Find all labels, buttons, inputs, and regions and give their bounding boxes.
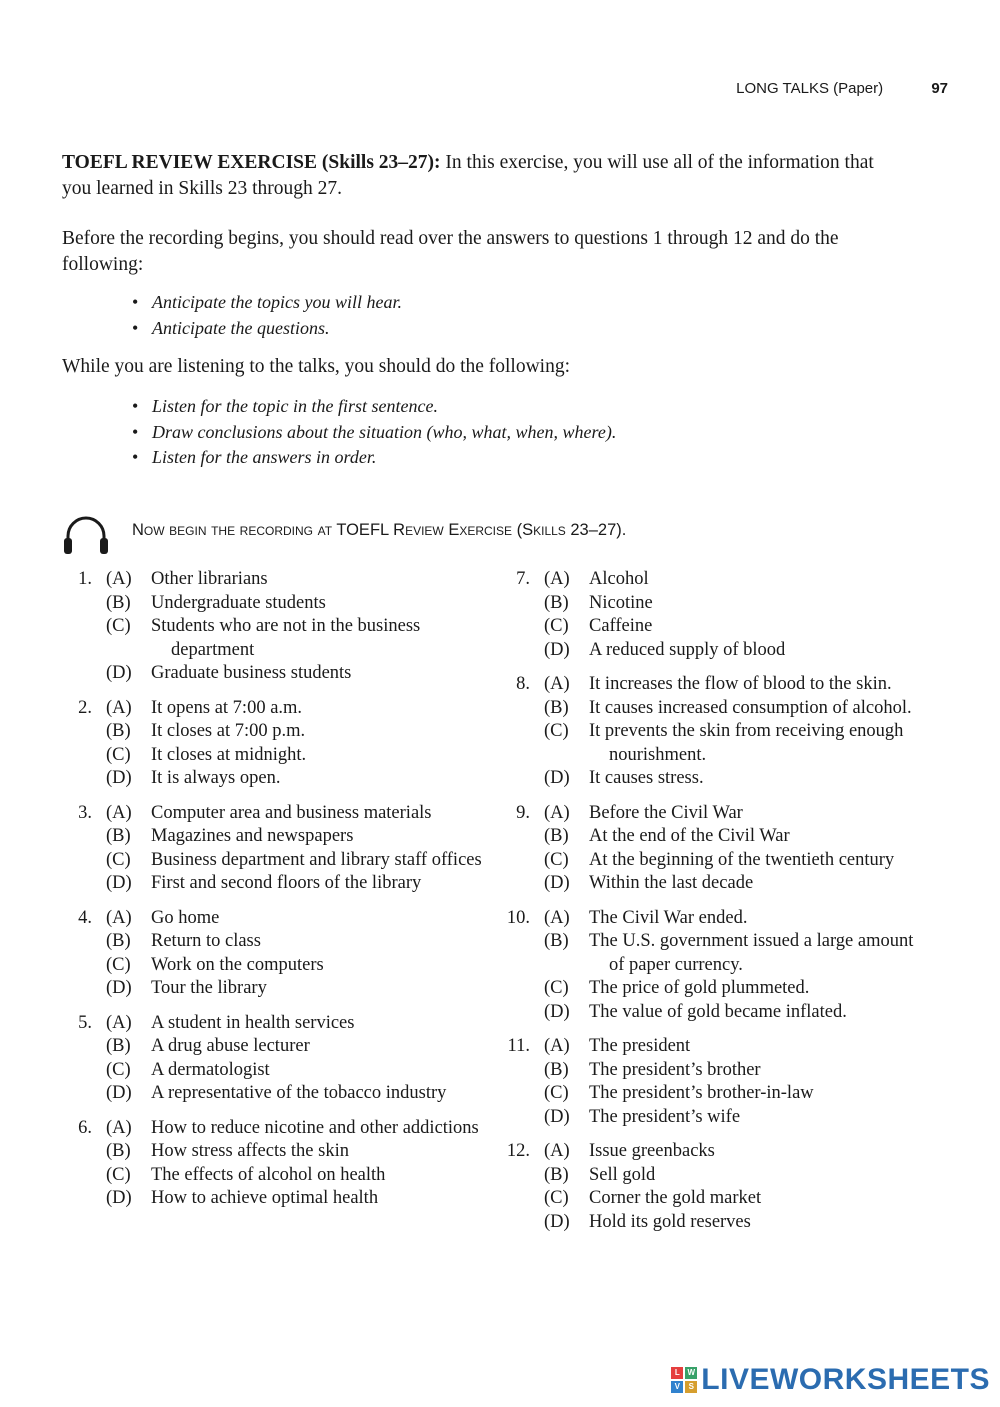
- option-letter: (B): [106, 931, 131, 951]
- answer-option[interactable]: [62, 592, 482, 616]
- option-text: It closes at midnight.: [151, 744, 307, 765]
- logo-tile: L: [671, 1367, 683, 1379]
- answer-option[interactable]: [62, 720, 482, 744]
- option-letter: (B): [106, 592, 131, 613]
- option-text: Undergraduate students: [151, 592, 326, 613]
- answer-option[interactable]: [500, 977, 920, 1001]
- option-text: Business department and library staff offices: [151, 849, 482, 870]
- option-text: How stress affects the skin: [151, 1141, 349, 1161]
- option-letter: (B): [106, 1141, 131, 1161]
- option-text: The U.S. government issued a large amount of paper currency.: [589, 931, 914, 975]
- option-letter: (D): [106, 978, 132, 998]
- answer-option[interactable]: [62, 1012, 482, 1036]
- answer-option[interactable]: [500, 1164, 920, 1188]
- option-text: Alcohol: [589, 569, 649, 589]
- bullet-item: • Anticipate the questions.: [132, 316, 402, 342]
- option-text: The price of gold plummeted.: [589, 978, 810, 998]
- option-letter: (B): [544, 1059, 569, 1080]
- bullet-item: • Anticipate the topics you will hear.: [132, 290, 402, 316]
- answer-option[interactable]: [62, 1117, 482, 1141]
- answer-option[interactable]: [62, 1082, 482, 1106]
- option-text: At the beginning of the twentieth century: [589, 849, 895, 870]
- option-text: It opens at 7:00 a.m.: [151, 697, 303, 718]
- option-text: Sell gold: [589, 1164, 656, 1185]
- answer-option[interactable]: [500, 1082, 920, 1106]
- option-text: Issue greenbacks: [589, 1141, 715, 1161]
- option-letter: (C): [544, 978, 569, 998]
- running-header: [736, 80, 948, 97]
- bullet-item: • Listen for the topic in the first sentence.: [132, 394, 616, 420]
- option-letter: (C): [544, 849, 569, 870]
- option-text: Students who are not in the business department: [151, 616, 421, 660]
- option-text: Nicotine: [589, 592, 653, 613]
- question-8: [500, 673, 920, 791]
- option-text: The president: [589, 1036, 691, 1056]
- answer-option[interactable]: [62, 662, 482, 686]
- intro-paragraph: [62, 150, 904, 202]
- option-letter: (A): [544, 1141, 570, 1161]
- question-3: [62, 802, 482, 896]
- answer-option[interactable]: [500, 825, 920, 849]
- answer-option[interactable]: [500, 1140, 920, 1164]
- question-number: 4.: [78, 907, 92, 928]
- option-letter: (C): [106, 849, 131, 870]
- question-number: 3.: [78, 802, 92, 823]
- option-letter: (C): [544, 721, 569, 741]
- option-letter: (A): [106, 569, 132, 589]
- option-text: It causes increased consumption of alcohol.: [589, 697, 912, 718]
- option-text: First and second floors of the library: [151, 873, 422, 893]
- before-paragraph: Before the recording begins, you should read over the answers to questions 1 through 12 and do the following:: [62, 228, 839, 275]
- answer-option[interactable]: [500, 1211, 920, 1235]
- option-text: The effects of alcohol on health: [151, 1164, 386, 1185]
- logo-mark-icon: [671, 1367, 697, 1393]
- answer-option[interactable]: [62, 1035, 482, 1059]
- option-letter: (D): [544, 1106, 570, 1127]
- answer-option[interactable]: [62, 977, 482, 1001]
- option-letter: (D): [106, 663, 132, 683]
- option-text: The Civil War ended.: [589, 907, 748, 928]
- answer-option[interactable]: [500, 615, 920, 639]
- answer-option[interactable]: [500, 673, 920, 697]
- answer-option[interactable]: [500, 907, 920, 931]
- option-text: It closes at 7:00 p.m.: [151, 721, 306, 741]
- logo-tile: V: [671, 1381, 683, 1393]
- question-number: 8.: [516, 674, 530, 694]
- question-number: 12.: [506, 1141, 530, 1161]
- intro-text: In this exercise, you will use all of the information that you learned in Skills 23 through 27.: [62, 152, 874, 199]
- question-5: [62, 1012, 482, 1106]
- option-letter: (A): [544, 1036, 570, 1056]
- option-text: The president’s wife: [589, 1106, 741, 1127]
- question-number: 6.: [78, 1117, 92, 1138]
- question-1: [62, 568, 482, 686]
- answer-option[interactable]: [500, 1035, 920, 1059]
- answer-option[interactable]: [62, 767, 482, 791]
- option-text: A drug abuse lecturer: [151, 1036, 310, 1056]
- option-letter: (B): [544, 1164, 569, 1185]
- answer-option[interactable]: [62, 872, 482, 896]
- option-letter: (B): [544, 931, 569, 951]
- answer-option[interactable]: [62, 697, 482, 721]
- question-9: [500, 802, 920, 896]
- recording-instruction: Now begin the recording at TOEFL Review Exercise (Skills 23–27).: [132, 521, 627, 539]
- logo-tile: W: [685, 1367, 697, 1379]
- headphones-icon: [62, 512, 110, 556]
- answer-option[interactable]: [500, 930, 920, 977]
- option-letter: (C): [544, 1083, 569, 1103]
- answer-option[interactable]: [62, 849, 482, 873]
- option-letter: (A): [544, 907, 570, 928]
- option-text: Go home: [151, 907, 220, 928]
- answer-option[interactable]: [500, 767, 920, 791]
- option-text: How to reduce nicotine and other addictions: [151, 1117, 479, 1138]
- bullet-item: • Draw conclusions about the situation (who, what, when, where).: [132, 420, 616, 446]
- option-text: The president’s brother-in-law: [589, 1083, 814, 1103]
- option-letter: (D): [544, 768, 570, 788]
- answer-option[interactable]: [500, 802, 920, 826]
- exercise-title: TOEFL REVIEW EXERCISE (Skills 23–27):: [62, 152, 441, 173]
- answer-option[interactable]: [500, 592, 920, 616]
- option-letter: (B): [544, 697, 569, 718]
- option-letter: (B): [544, 826, 569, 846]
- question-number: 7.: [516, 569, 530, 589]
- option-letter: (C): [106, 954, 131, 975]
- answer-option[interactable]: [500, 639, 920, 663]
- answer-option[interactable]: [62, 744, 482, 768]
- questions-left-column: [62, 568, 482, 1222]
- answer-option[interactable]: [62, 1140, 482, 1164]
- answer-option[interactable]: [62, 568, 482, 592]
- questions-right-column: [500, 568, 920, 1245]
- answer-option[interactable]: [500, 720, 920, 767]
- option-letter: (C): [544, 616, 569, 636]
- option-text: Return to class: [151, 931, 261, 951]
- option-letter: (D): [106, 873, 132, 893]
- liveworksheets-logo: [671, 1363, 990, 1397]
- option-text: A representative of the tobacco industry: [151, 1083, 447, 1103]
- option-letter: (D): [106, 1083, 132, 1103]
- option-text: Magazines and newspapers: [151, 826, 354, 846]
- option-text: A dermatologist: [151, 1059, 270, 1080]
- option-text: Caffeine: [589, 616, 653, 636]
- option-letter: (A): [544, 569, 570, 589]
- brand-name: LIVEWORKSHEETS: [701, 1363, 990, 1396]
- question-6: [62, 1117, 482, 1211]
- option-text: Computer area and business materials: [151, 802, 432, 823]
- answer-option[interactable]: [500, 1106, 920, 1130]
- answer-option[interactable]: [62, 615, 482, 662]
- while-bullet-list: [132, 394, 616, 471]
- option-letter: (B): [106, 1036, 131, 1056]
- answer-option[interactable]: [500, 872, 920, 896]
- answer-option[interactable]: [62, 954, 482, 978]
- option-text: The value of gold became inflated.: [589, 1001, 847, 1022]
- option-letter: (A): [106, 1117, 132, 1138]
- option-letter: (D): [544, 1211, 570, 1232]
- option-letter: (C): [106, 1059, 131, 1080]
- option-text: The president’s brother: [589, 1059, 761, 1080]
- question-11: [500, 1035, 920, 1129]
- question-12: [500, 1140, 920, 1234]
- answer-option[interactable]: [62, 802, 482, 826]
- question-number: 5.: [78, 1012, 92, 1033]
- option-text: How to achieve optimal health: [151, 1188, 379, 1208]
- question-7: [500, 568, 920, 662]
- answer-option[interactable]: [62, 930, 482, 954]
- option-letter: (A): [106, 907, 132, 928]
- option-letter: (C): [106, 616, 131, 636]
- option-letter: (C): [544, 1188, 569, 1208]
- option-letter: (A): [544, 802, 570, 823]
- option-letter: (D): [106, 1188, 132, 1208]
- question-number: 9.: [516, 802, 530, 823]
- answer-option[interactable]: [500, 1187, 920, 1211]
- option-letter: (A): [106, 697, 132, 718]
- option-letter: (B): [106, 826, 131, 846]
- option-text: Work on the computers: [151, 954, 324, 975]
- question-number: 2.: [78, 697, 92, 718]
- question-10: [500, 907, 920, 1025]
- answer-option[interactable]: [500, 697, 920, 721]
- answer-option[interactable]: [62, 1164, 482, 1188]
- option-text: It prevents the skin from receiving enough nourishment.: [589, 721, 904, 765]
- answer-option[interactable]: [62, 1187, 482, 1211]
- option-letter: (D): [544, 873, 570, 893]
- option-letter: (B): [106, 721, 131, 741]
- option-text: Within the last decade: [589, 873, 754, 893]
- question-2: [62, 697, 482, 791]
- option-letter: (A): [106, 802, 132, 823]
- answer-option[interactable]: [500, 849, 920, 873]
- while-paragraph: While you are listening to the talks, you should do the following:: [62, 356, 571, 377]
- option-letter: (A): [106, 1012, 132, 1033]
- option-text: It increases the flow of blood to the skin.: [589, 674, 892, 694]
- option-letter: (B): [544, 592, 569, 613]
- logo-tile: S: [685, 1381, 697, 1393]
- question-number: 10.: [506, 907, 530, 928]
- option-letter: (D): [106, 768, 132, 788]
- answer-option[interactable]: [62, 907, 482, 931]
- answer-option[interactable]: [500, 568, 920, 592]
- option-text: Before the Civil War: [589, 802, 743, 823]
- before-bullet-list: [132, 290, 402, 341]
- option-text: Hold its gold reserves: [589, 1211, 751, 1232]
- option-text: Corner the gold market: [589, 1188, 762, 1208]
- answer-option[interactable]: [500, 1059, 920, 1083]
- option-text: A reduced supply of blood: [589, 639, 786, 660]
- option-letter: (A): [544, 674, 570, 694]
- option-letter: (C): [106, 744, 131, 765]
- answer-option[interactable]: [62, 825, 482, 849]
- answer-option[interactable]: [500, 1001, 920, 1025]
- option-text: Other librarians: [151, 569, 268, 589]
- answer-option[interactable]: [62, 1059, 482, 1083]
- question-4: [62, 907, 482, 1001]
- question-number: 1.: [78, 569, 92, 589]
- option-text: A student in health services: [151, 1012, 355, 1033]
- option-text: It causes stress.: [589, 768, 704, 788]
- option-letter: (D): [544, 1001, 570, 1022]
- bullet-item: • Listen for the answers in order.: [132, 445, 616, 471]
- option-text: Tour the library: [151, 978, 267, 998]
- question-number: 11.: [507, 1036, 530, 1056]
- page-number: 97: [931, 80, 948, 97]
- option-letter: (C): [106, 1164, 131, 1185]
- option-text: Graduate business students: [151, 663, 352, 683]
- running-head-title: LONG TALKS (Paper): [736, 80, 884, 97]
- option-text: At the end of the Civil War: [589, 826, 790, 846]
- option-letter: (D): [544, 639, 570, 660]
- option-text: It is always open.: [151, 768, 281, 788]
